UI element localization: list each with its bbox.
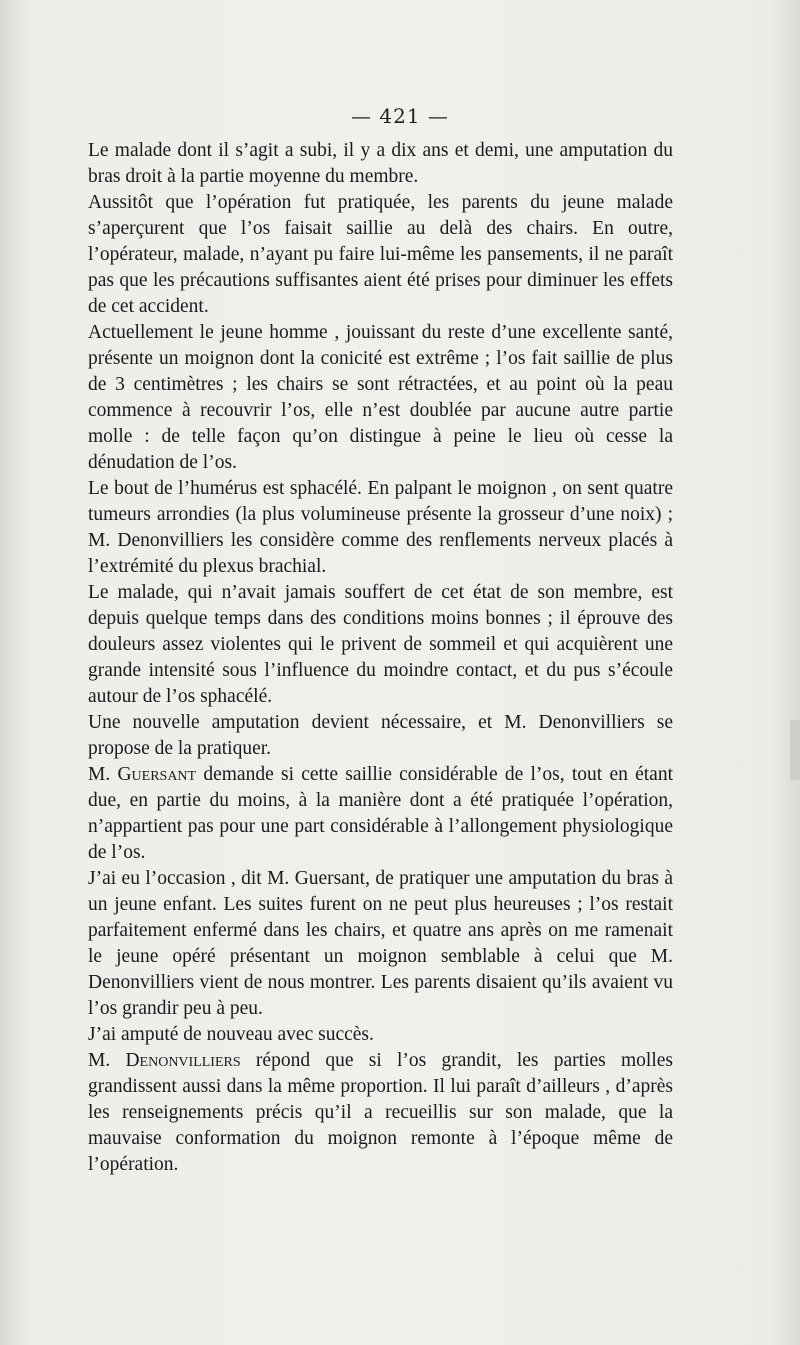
paragraph-3: Actuellement le jeune homme , jouissant du reste d’une excellente santé, présente un moignon dont la conicité est extrême ; l’os fait saillie de plus de 3 centimètres ; les chairs se sont rétractées, et au point où la peau commence à recouvrir l’os, elle n’est doublée par aucune autre partie molle : de telle façon qu’on distingue à peine le lieu où cesse la dénudation de l’os.: [88, 322, 673, 473]
paragraph-1: Le malade dont il s’agit a subi, il y a dix ans et demi, une amputation du bras droit à la partie moyenne du membre.: [88, 140, 673, 187]
paragraph-9: J’ai amputé de nouveau avec succès.: [88, 1024, 374, 1045]
paragraph-4: Le bout de l’humérus est sphacélé. En palpant le moignon , on sent quatre tumeurs arrondies (la plus volumineuse présente la grosseur d’une noix) ; M. Denonvilliers les considère comme des renflements nerveux placés à l’extrémité du plexus brachial.: [88, 478, 673, 577]
paragraph-5: Le malade, qui n’avait jamais souffert de cet état de son membre, est depuis quelque temps dans des conditions moins bonnes ; il éprouve des douleurs assez violentes qui le privent de sommeil et qui acquièrent une grande intensité sous l’influence du moindre contact, et du pus s’écoule autour de l’os sphacélé.: [88, 582, 673, 707]
paragraph-6: Une nouvelle amputation devient nécessaire, et M. Denonvilliers se propose de la pratiquer.: [88, 712, 673, 759]
paragraph-2: Aussitôt que l’opération fut pratiquée, les parents du jeune malade s’aperçurent que l’os faisait saillie au delà des chairs. En outre, l’opérateur, malade, n’ayant pu faire lui-même les pansements, il ne paraît pas que les précautions suffisantes aient été prises pour diminuer les effets de cet accident.: [88, 192, 673, 317]
paragraph-10: M. Denonvilliers répond que si l’os grandit, les parties molles grandissent aussi dans la même proportion. Il lui paraît d’ailleurs , d’après les renseignements précis qu’il a recueillis sur son malade, que la mauvaise conformation du moignon remonte à l’époque même de l’opération.: [88, 1050, 674, 1175]
paragraph-7: M. Guersant demande si cette saillie considérable de l’os, tout en étant due, en partie du moins, à la manière dont a été pratiquée l’opération, n’appartient pas pour une part considérable à l’allongement physiologique de l’os.: [88, 764, 674, 863]
body-text: [88, 138, 673, 1178]
page-edge-mark: [790, 720, 800, 780]
paragraph-8: J’ai eu l’occasion , dit M. Guersant, de pratiquer une amputation du bras à un jeune enfant. Les suites furent on ne peut plus heureuses ; l’os restait parfaitement enfermé dans les chairs, et quatre ans après on me ramenait le jeune opéré présentant un moignon semblable à celui que M. Denonvilliers vient de nous montrer. Les parents disaient qu’ils avaient vu l’os grandir peu à peu.: [88, 868, 673, 1019]
speaker-name: M. Guersant: [88, 764, 197, 785]
page-number: — 421 —: [351, 104, 449, 128]
speaker-name: M. Denonvilliers: [88, 1050, 241, 1071]
